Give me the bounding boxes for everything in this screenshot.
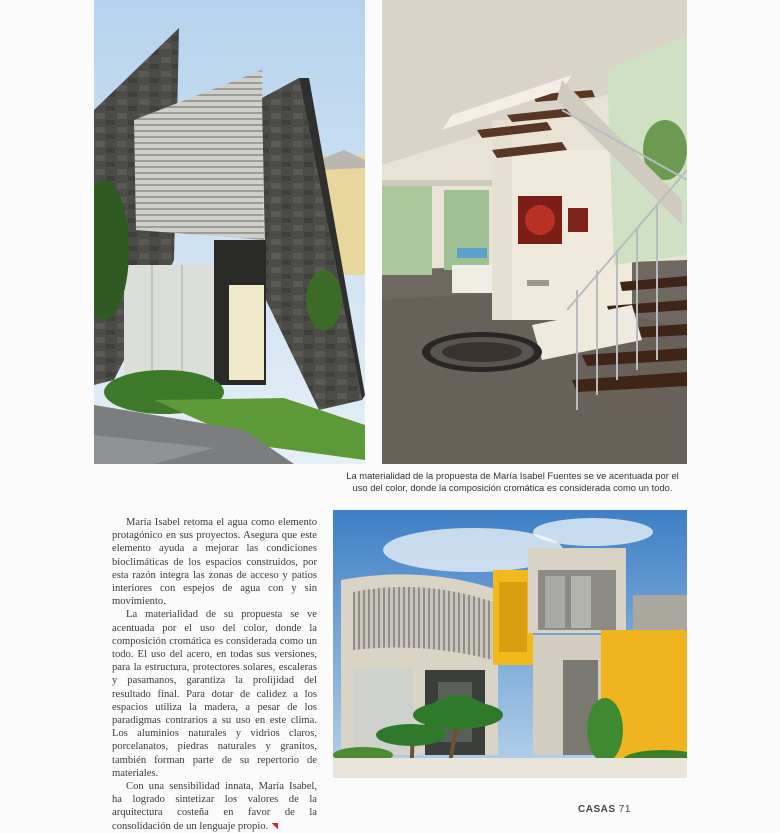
photo-exterior-stone-facade — [94, 0, 365, 464]
end-of-article-mark — [271, 823, 278, 830]
paragraph-text: Con una sensibilidad innata, María Isabel, ha logrado sintetizar los valores de la arquitectura costeña en favor de la consolidación de un lenguaje propio. — [112, 781, 317, 832]
magazine-name: CASAS — [578, 804, 616, 815]
photo-exterior-yellow-facade — [333, 510, 687, 778]
photo-interior-staircase — [382, 0, 687, 464]
article-body — [112, 516, 317, 833]
paragraph: La materialidad de su propuesta se ve acentuada por el uso del color, donde la composición cromática es considerada como un todo. El uso del acero, en todas sus versiones, para la estructura, protectores solares, escaleras y pasamanos, garantiza la prolijidad del resultado final. Para dotar de calidez a los espacios utiliza la madera, a pesar de los paradigmas contrarios a su uso en este clima. Los aluminios naturales y vidrios claros, porcelanatos, piedras naturales y granitos, también forman parte de su repertorio de materiales. — [112, 609, 317, 779]
page-number: 71 — [618, 804, 631, 815]
paragraph: María Isabel retoma el agua como elemento protagónico en sus proyectos. Asegura que este elemento ayuda a mejorar las condiciones bioclimáticas de los espacios construidos, por esta razón integra las zonas de acceso y patios interiores con espejos de agua con y sin movimiento. — [112, 517, 317, 608]
photo-caption: La materialidad de la propuesta de María Isabel Fuentes se ve acentuada por el uso del color, donde la composición cromática es considerada como un todo. — [346, 470, 679, 493]
paragraph — [112, 780, 317, 833]
page-folio — [578, 804, 631, 815]
